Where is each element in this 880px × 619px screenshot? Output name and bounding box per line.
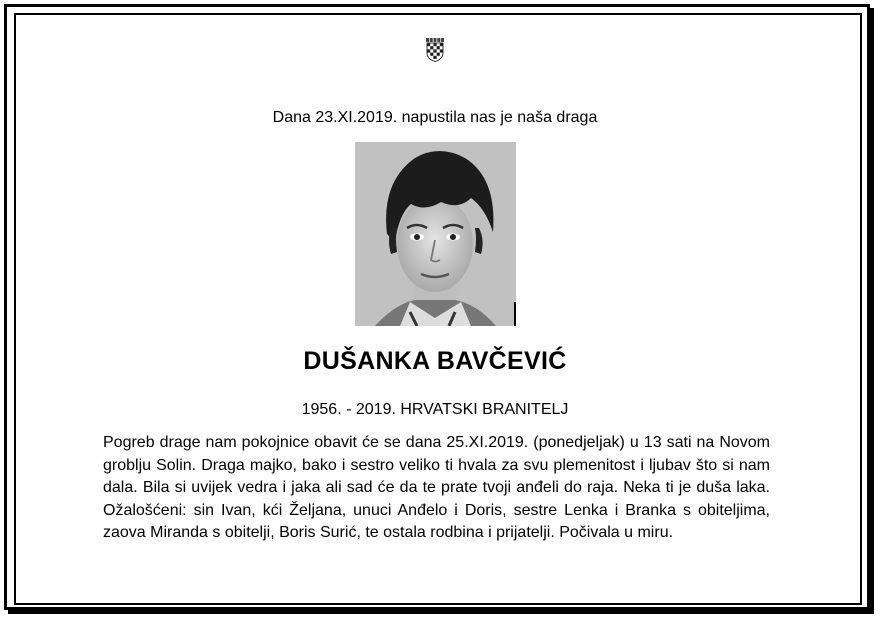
years-line: 1956. - 2019. HRVATSKI BRANITELJ — [301, 401, 569, 418]
intro-text: Dana 23.XI.2019. napustila nas je naša draga — [272, 109, 598, 126]
deceased-name: DUŠANKA BAVČEVIĆ — [303, 347, 567, 375]
funeral-announcement-text: Pogreb drage nam pokojnice obavit će se dana 25.XI.2019. (ponedjeljak) u 13 sati na Novom groblju Solin. Draga majko, bako i sestro veliko ti hvala za svu plemenitost i ljubav što si nam dala. Bila si uvijek vedra i jaka ali sad će da te prate tvoji anđeli do raja. Neka ti je duša laka. Ožalošćeni: sin Ivan, kći Željana, unuci Anđelo i Doris, sestre Lenka i Branka s obiteljima, zaova Miranda s obitelji, Boris Surić, te ostala rodbina i prijatelji. Počivala u miru. — [103, 434, 770, 541]
croatian-coat-of-arms-icon — [426, 38, 444, 62]
border-shadow-right — [870, 8, 874, 614]
border-shadow-bottom — [8, 610, 874, 614]
portrait-photo — [355, 142, 516, 326]
